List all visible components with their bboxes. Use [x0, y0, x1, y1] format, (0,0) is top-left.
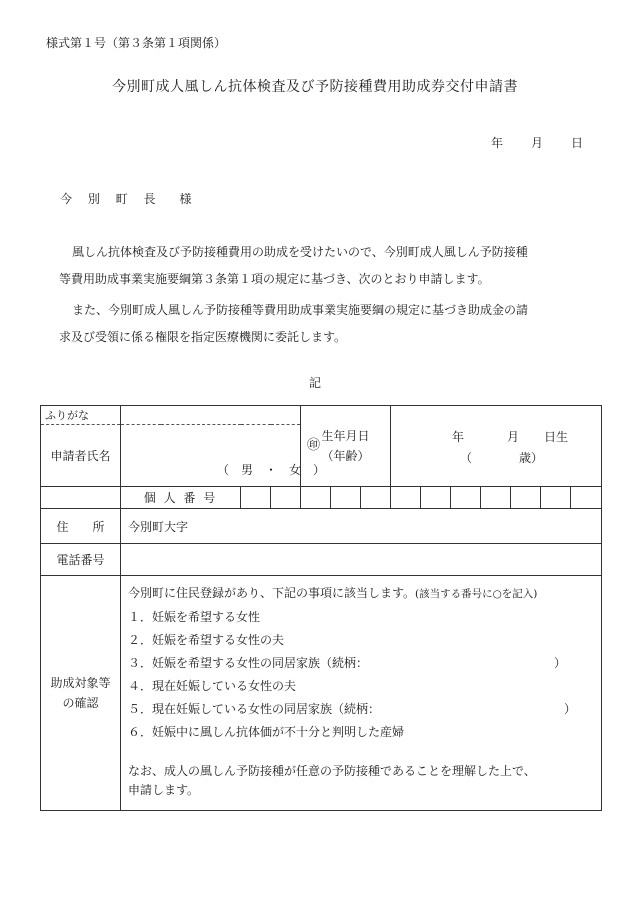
document-title: 今別町成人風しん抗体検査及び予防接種費用助成券交付申請書 [112, 79, 518, 95]
furigana-label: ふりがな [41, 406, 121, 425]
personal-number-digit-box[interactable] [481, 487, 511, 509]
birth-year-label: 年 [452, 430, 465, 444]
paragraph-2-line-2: 求及び受領に係る権限を指定医療機関に委託します。 [59, 330, 347, 344]
gender-selector[interactable]: （ 男 ・ 女 ） [217, 463, 326, 477]
age-close-label: 歳） [519, 451, 544, 465]
eligibility-option-2[interactable]: ２．妊娠を希望する女性の夫 [128, 633, 285, 647]
addressee: 今 別 町 長 様 [60, 192, 198, 206]
eligibility-option-6[interactable]: ６．妊娠中に風しん抗体価が不十分と判明した産婦 [128, 725, 405, 739]
eligibility-option-5[interactable]: ５．現在妊娠している女性の同居家族（続柄： [128, 702, 381, 716]
address-prefix: 今別町大字 [128, 519, 189, 534]
personal-number-digit-box[interactable] [571, 487, 602, 509]
eligibility-intro: 今別町に住民登録があり、下記の事項に該当します。(該当する番号に○を記入) [128, 586, 538, 600]
birth-day-label: 日生 [544, 430, 569, 444]
applicant-name-field[interactable] [121, 425, 326, 487]
phone-field[interactable] [121, 544, 602, 576]
address-field[interactable] [121, 509, 602, 544]
eligibility-content [121, 576, 602, 811]
form-number: 様式第１号（第３条第１項関係） [46, 36, 227, 50]
paragraph-2-line-1: また、今別町成人風しん予防接種等費用助成事業実施要綱の規定に基づき助成金の請 [72, 303, 529, 317]
paragraph-1-line-2: 等費用助成事業実施要綱第３条第１項の規定に基づき、次のとおり申請します。 [59, 272, 490, 286]
eligibility-option-1[interactable]: １．妊娠を希望する女性 [128, 610, 261, 624]
date-day-label: 日 [571, 136, 584, 150]
eligibility-label: 助成対象等 [50, 676, 111, 690]
paragraph-1-line-1: 風しん抗体検査及び予防接種費用の助成を受けたいので、今別町成人風しん予防接種 [72, 245, 528, 259]
personal-number-digit-box[interactable] [421, 487, 451, 509]
personal-number-digit-box[interactable] [271, 487, 301, 509]
seal-mark: ㊞ [307, 438, 321, 453]
option-3-close-paren: ） [554, 656, 567, 670]
age-label: （年齢） [321, 449, 370, 463]
phone-label: 電話番号 [41, 544, 121, 576]
personal-number-digit-box[interactable] [541, 487, 571, 509]
personal-number-spacer [41, 487, 121, 509]
age-open-paren: （ [460, 451, 473, 465]
closing-statement: なお、成人の風しん予防接種が任意の予防接種であることを理解した上で、 [128, 764, 536, 778]
eligibility-label-2: の確認 [62, 696, 99, 710]
option-5-close-paren: ） [564, 702, 577, 716]
applicant-name-label: 申請者氏名 [41, 425, 121, 487]
eligibility-option-3[interactable]: ３．妊娠を希望する女性の同居家族（続柄： [128, 656, 369, 670]
ki-marker: 記 [308, 376, 321, 390]
personal-number-digit-box[interactable] [361, 487, 391, 509]
personal-number-digit-box[interactable] [511, 487, 541, 509]
birth-month-label: 月 [507, 430, 520, 444]
birth-date-field[interactable] [391, 406, 602, 487]
personal-number-digit-box[interactable] [391, 487, 421, 509]
furigana-field[interactable] [121, 406, 301, 425]
birth-date-label: 生年月日 [321, 429, 370, 443]
personal-number-label: 個 人 番 号 [121, 487, 241, 509]
personal-number-digit-box[interactable] [241, 487, 271, 509]
date-year-label: 年 [491, 136, 504, 150]
date-month-label: 月 [531, 136, 544, 150]
application-table [40, 405, 602, 811]
personal-number-digit-box[interactable] [331, 487, 361, 509]
closing-statement-2: 申請します。 [128, 783, 200, 797]
eligibility-note: (該当する番号に○を記入) [415, 588, 538, 600]
address-label: 住 所 [41, 509, 121, 544]
personal-number-digit-box[interactable] [451, 487, 481, 509]
eligibility-label-cell [41, 576, 121, 811]
eligibility-option-4[interactable]: ４．現在妊娠している女性の夫 [128, 679, 297, 693]
personal-number-digit-box[interactable] [301, 487, 331, 509]
